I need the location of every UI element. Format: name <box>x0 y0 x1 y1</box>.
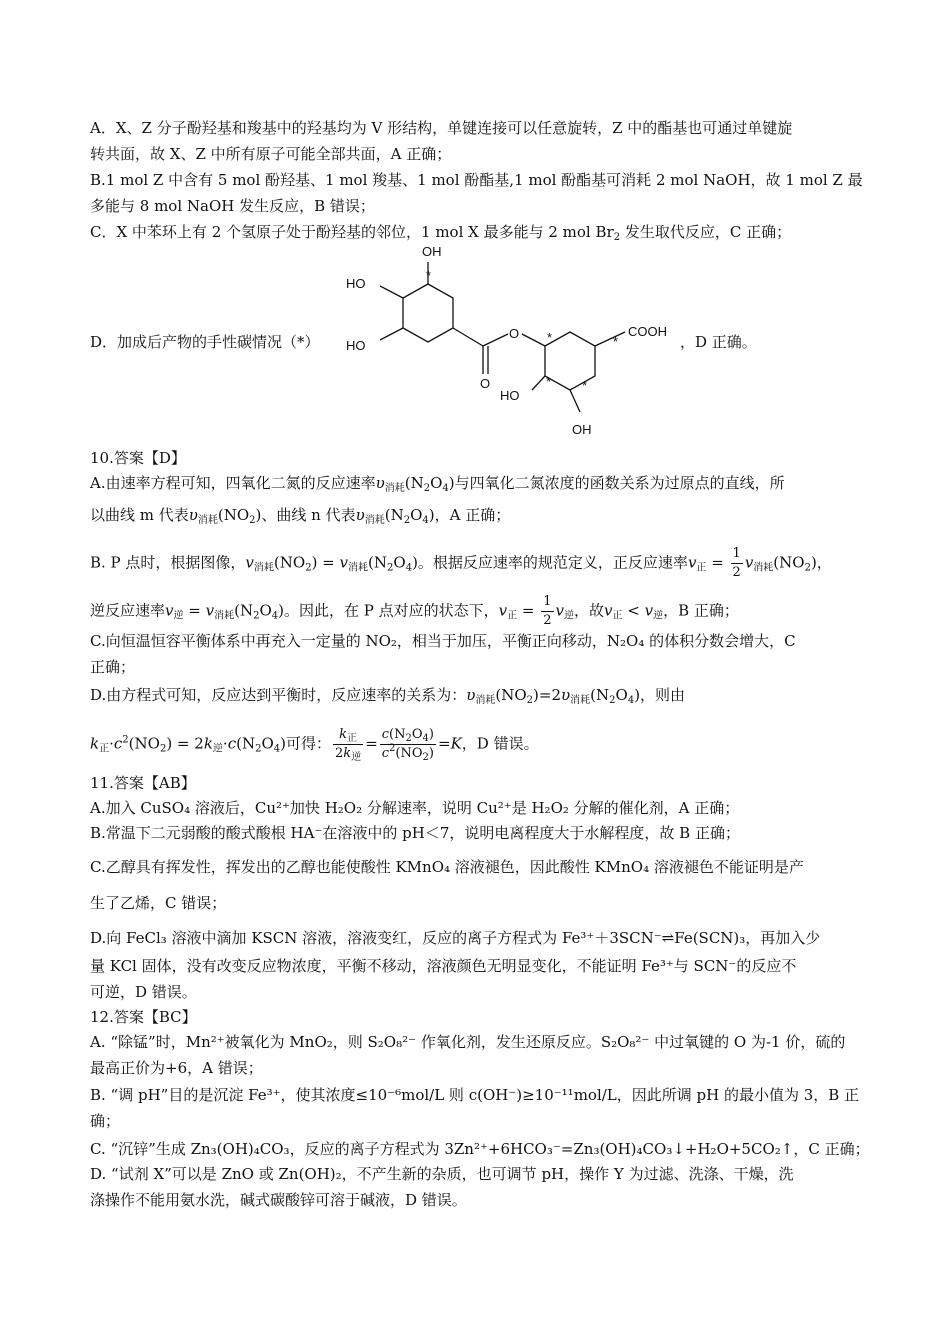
mol-ho-left-1: HO <box>346 276 366 291</box>
q10-option-b-cont: 逆反应速率$v_逆 = v_{消耗}(N_2O_4)$。因此，在 P 点对应的状态下，$v_正$ = $\frac{1}{2}$ $v_逆$，故$v_正 < v_逆$，B 正确； <box>90 594 739 628</box>
q12-option-a: A. “除锰”时，Mn²⁺被氧化为 MnO₂，则 S₂O₈²⁻ 作氧化剂，发生还原反应。S₂O₈²⁻ 中过氧键的 O 为-1 价，硫的 <box>90 1033 846 1051</box>
q9-option-b-cont: 多能与 8 mol NaOH 发生反应，B 错误； <box>90 197 375 215</box>
q10-option-a: A.由速率方程可知，四氧化二氮的反应速率$\upsilon_{消耗}(N_2O_4)$与四氧化二氮浓度的函数关系为过原点的直线，所 <box>90 474 785 494</box>
q10-option-b: B. P 点时，根据图像，$v_{消耗}(NO_2) = v_{消耗}(N_2O_4)$。根据反应速率的规范定义，正反应速率$v_正$ = $\frac{1}{2}$ $v_{消耗}(NO_2)$， <box>90 546 832 580</box>
mol-ho-bottom: HO <box>500 388 520 403</box>
q12-option-b-cont: 确； <box>90 1112 121 1130</box>
q9-option-d-label: D．加成后产物的手性碳情况（*） <box>90 333 320 351</box>
q12-answer-head: 12.答案【BC】 <box>90 1008 197 1026</box>
q9-option-b: B.1 mol Z 中含有 5 mol 酚羟基、1 mol 羧基、1 mol 酚酯基,1 mol 酚酯基可消耗 2 mol NaOH，故 1 mol Z 最 <box>90 171 863 189</box>
q9-option-a: A．X、Z 分子酚羟基和羧基中的羟基均为 V 形结构，单键连接可以任意旋转，Z 中的酯基也可通过单键旋 <box>90 119 793 137</box>
chiral-star: * <box>546 374 552 389</box>
q10-option-c: C.向恒温恒容平衡体系中再充入一定量的 NO₂，相当于加压，平衡正向移动，N₂O₄ 的体积分数会增大，C <box>90 632 796 650</box>
q11-option-a: A.加入 CuSO₄ 溶液后，Cu²⁺加快 H₂O₂ 分解速率，说明 Cu²⁺是 H₂O₂ 分解的催化剂，A 正确； <box>90 799 740 817</box>
q9-option-d-conclusion: ，D 正确。 <box>680 333 757 351</box>
mol-ho-left-2: HO <box>346 338 366 353</box>
q11-option-d-cont2: 可逆，D 错误。 <box>90 983 197 1001</box>
mol-cooh: COOH <box>628 324 667 339</box>
q11-answer-head: 11.答案【AB】 <box>90 774 196 792</box>
q10-option-a-cont: 以曲线 m 代表$\upsilon_{消耗}(NO_2)$、曲线 n 代表$\upsilon_{消耗}(N_2O_4)$，A 正确； <box>90 506 511 526</box>
q11-option-c: C.乙醇具有挥发性，挥发出的乙醇也能使酸性 KMnO₄ 溶液褪色，因此酸性 KMnO₄ 溶液褪色不能证明是产 <box>90 858 804 876</box>
chiral-star: * <box>613 334 619 349</box>
q12-option-b: B. “调 pH”目的是沉淀 Fe³⁺，使其浓度≤10⁻⁶mol/L 则 c(OH⁻)≥10⁻¹¹mol/L，因此所调 pH 的最小值为 3，B 正 <box>90 1086 860 1104</box>
q9-option-a-cont: 转共面，故 X、Z 中所有原子可能全部共面，A 正确； <box>90 145 452 163</box>
q11-option-d: D.向 FeCl₃ 溶液中滴加 KSCN 溶液，溶液变红，反应的离子方程式为 Fe³⁺＋3SCN⁻⇌Fe(SCN)₃，再加入少 <box>90 929 821 947</box>
q10-option-c-cont: 正确； <box>90 658 136 676</box>
q11-option-d-cont: 量 KCl 固体，没有改变反应物浓度，平衡不移动，溶液颜色无明显变化，不能证明 Fe³⁺与 SCN⁻的反应不 <box>90 957 797 975</box>
chiral-carbon-structure <box>340 240 700 440</box>
mol-oh-top: OH <box>422 244 442 259</box>
q12-option-a-cont: 最高正价为+6，A 错误； <box>90 1059 263 1077</box>
q10-option-d-equation: $k_正\cdot c^2(NO_2) = 2k_逆\cdot c(N_2O_4)$可得： $\frac{k_正}{2k_逆}$ = $\frac{c(N_2O_4)}{c^2(NO_2)}$ =K，D 错误。 <box>90 727 539 763</box>
q11-option-b: B.常温下二元弱酸的酸式酸根 HA⁻在溶液中的 pH＜7，说明电离程度大于水解程度，故 B 正确； <box>90 824 740 842</box>
chiral-star: * <box>547 330 553 345</box>
q9-option-c: C．X 中苯环上有 2 个氢原子处于酚羟基的邻位，1 mol X 最多能与 2 mol $Br_2$ 发生取代反应，C 正确； <box>90 223 792 243</box>
q12-option-d: D. “试剂 X”可以是 ZnO 或 Zn(OH)₂，不产生新的杂质，也可调节 pH，操作 Y 为过滤、洗涤、干燥，洗 <box>90 1165 794 1183</box>
q12-option-d-cont: 涤操作不能用氨水洗，碱式碳酸锌可溶于碱液，D 错误。 <box>90 1191 467 1209</box>
q12-option-c: C. “沉锌”生成 Zn₃(OH)₄CO₃，反应的离子方程式为 3Zn²⁺+6HCO₃⁻=Zn₃(OH)₄CO₃↓+H₂O+5CO₂↑，C 正确； <box>90 1140 870 1158</box>
q10-option-d: D.由方程式可知，反应达到平衡时，反应速率的关系为：$\upsilon_{消耗}(NO_2)=2\upsilon_{消耗}(N_2O_4)$，则由 <box>90 686 686 706</box>
mol-oh-bottom: OH <box>572 422 592 437</box>
chiral-star: * <box>582 378 588 393</box>
q10-answer-head: 10.答案【D】 <box>90 449 186 467</box>
mol-ester-o: O <box>509 326 520 341</box>
chiral-star: * <box>426 268 432 283</box>
q11-option-c-cont: 生了乙烯，C 错误； <box>90 894 227 912</box>
mol-carbonyl-o: O <box>480 376 491 391</box>
